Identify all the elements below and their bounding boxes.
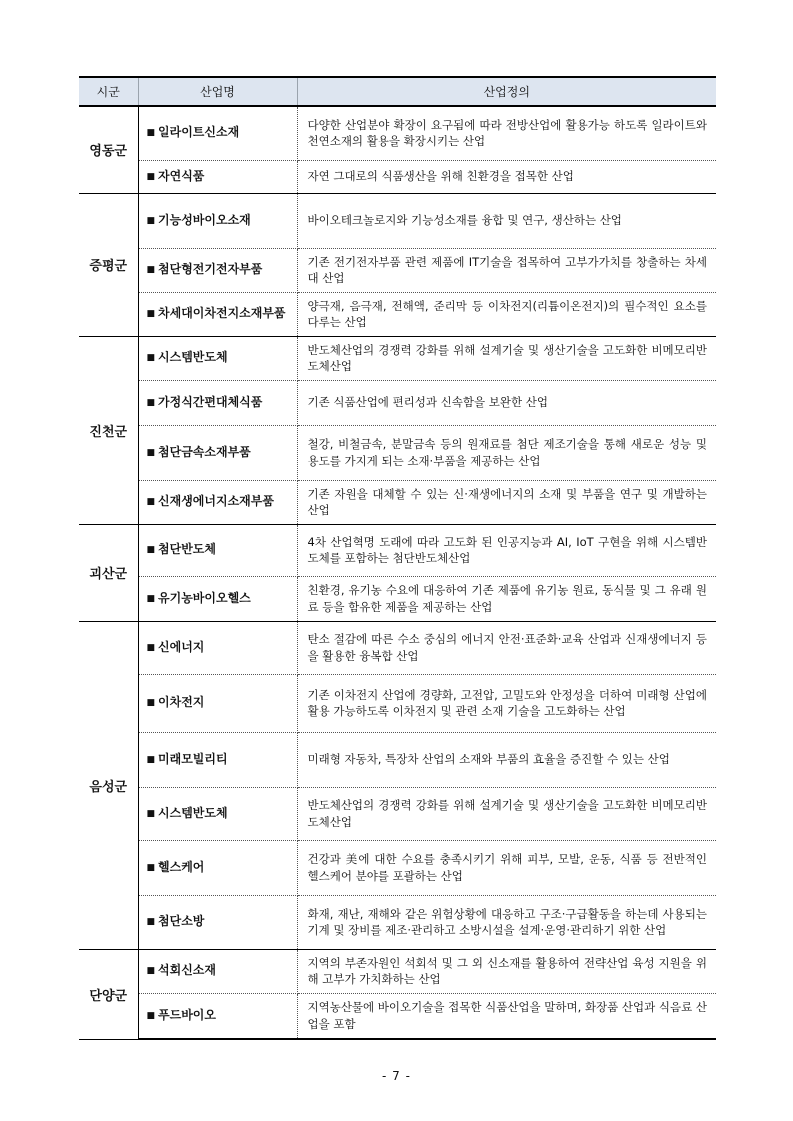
industry-definition: 탄소 절감에 따른 수소 중심의 에너지 안전·표준화·교육 산업과 신재생에너지 등을 활용한 융복합 산업 — [297, 621, 716, 674]
industry-definition: 4차 산업혁명 도래에 따라 고도화 된 인공지능과 AI, IoT 구현을 위해 시스템반도체를 포함하는 첨단반도체산업 — [297, 524, 716, 576]
bullet-icon: ■ — [146, 171, 156, 182]
table-row — [79, 380, 716, 425]
table-row — [79, 106, 716, 160]
industry-name: ■ 첨단소방 — [138, 895, 297, 949]
industry-definition: 바이오테크놀로지와 기능성소재를 융합 및 연구, 생산하는 산업 — [297, 193, 716, 248]
industry-definition: 다양한 산업분야 확장이 요구됨에 따라 전방산업에 활용가능 하도록 일라이트와 천연소재의 활용을 확장시키는 산업 — [297, 106, 716, 160]
industry-definition: 지역의 부존자원인 석회석 및 그 외 신소재를 활용하여 전략산업 육성 지원을 위해 고부가 가치화하는 산업 — [297, 949, 716, 993]
bullet-icon: ■ — [146, 397, 156, 408]
header-industry: 산업명 — [138, 77, 297, 106]
industry-name: ■ 일라이트신소재 — [138, 106, 297, 160]
bullet-icon: ■ — [146, 128, 156, 139]
industry-name: ■ 첨단금속소재부품 — [138, 425, 297, 480]
county-cell: 단양군 — [79, 949, 138, 1039]
industry-name: ■ 기능성바이오소재 — [138, 193, 297, 248]
table-row — [79, 895, 716, 949]
header-definition: 산업정의 — [297, 77, 716, 106]
county-cell: 음성군 — [79, 621, 138, 949]
industry-definition: 지역농산물에 바이오기술을 접목한 식품산업을 말하며, 화장품 산업과 식음료 산업을 포함 — [297, 993, 716, 1039]
table-row — [79, 732, 716, 787]
industry-definition: 친환경, 유기농 수요에 대응하여 기존 제품에 유기농 원료, 동식물 및 그 유래 원료 등을 함유한 제품을 제공하는 산업 — [297, 576, 716, 621]
table-row — [79, 425, 716, 480]
industry-name: ■ 첨단형전기전자부품 — [138, 248, 297, 292]
county-cell: 진천군 — [79, 336, 138, 524]
industry-name: ■ 시스템반도체 — [138, 787, 297, 840]
table-row — [79, 787, 716, 840]
industry-definition: 철강, 비철금속, 분말금속 등의 원재료를 첨단 제조기술을 통해 새로운 성능 및 용도를 가지게 되는 소재·부품을 제공하는 산업 — [297, 425, 716, 480]
table-row — [79, 336, 716, 380]
table-row — [79, 480, 716, 524]
table-row — [79, 993, 716, 1039]
page-number: - 7 - — [382, 1069, 411, 1083]
table-row — [79, 576, 716, 621]
bullet-icon: ■ — [146, 215, 156, 226]
bullet-icon: ■ — [146, 447, 156, 458]
industry-definition: 건강과 美에 대한 수요를 충족시키기 위해 피부, 모발, 운동, 식품 등 전반적인 헬스케어 분야를 포괄하는 산업 — [297, 840, 716, 895]
industry-name: ■ 시스템반도체 — [138, 336, 297, 380]
industry-name: ■ 미래모빌리티 — [138, 732, 297, 787]
bullet-icon: ■ — [146, 353, 156, 363]
industry-definition: 기존 식품산업에 편리성과 신속함을 보완한 산업 — [297, 380, 716, 425]
industry-definition-table — [79, 76, 716, 1040]
industry-name: ■ 푸드바이오 — [138, 993, 297, 1039]
county-cell: 증평군 — [79, 193, 138, 336]
industry-name: ■ 자연식품 — [138, 160, 297, 193]
industry-definition: 자연 그대로의 식품생산을 위해 친환경을 접목한 산업 — [297, 160, 716, 193]
bullet-icon: ■ — [146, 497, 156, 507]
bullet-icon: ■ — [146, 966, 156, 976]
industry-definition: 기존 전기전자부품 관련 제품에 IT기술을 접목하여 고부가가치를 창출하는 차세대 산업 — [297, 248, 716, 292]
county-cell: 영동군 — [79, 106, 138, 193]
industry-name: ■ 이차전지 — [138, 674, 297, 732]
bullet-icon: ■ — [146, 917, 156, 927]
table-row — [79, 840, 716, 895]
bullet-icon: ■ — [146, 593, 156, 604]
table-row — [79, 949, 716, 993]
industry-name: ■ 첨단반도체 — [138, 524, 297, 576]
bullet-icon: ■ — [146, 698, 156, 708]
bullet-icon: ■ — [146, 862, 156, 873]
bullet-icon: ■ — [146, 754, 156, 765]
bullet-icon: ■ — [146, 265, 156, 275]
header-county: 시군 — [79, 77, 138, 106]
county-cell: 괴산군 — [79, 524, 138, 621]
industry-name: ■ 신에너지 — [138, 621, 297, 674]
bullet-icon: ■ — [146, 545, 156, 555]
table-row — [79, 292, 716, 336]
industry-name: ■ 가정식간편대체식품 — [138, 380, 297, 425]
industry-name: ■ 헬스케어 — [138, 840, 297, 895]
industry-definition: 반도체산업의 경쟁력 강화를 위해 설계기술 및 생산기술을 고도화한 비메모리반도체산업 — [297, 787, 716, 840]
bullet-icon: ■ — [146, 808, 156, 819]
table-row — [79, 621, 716, 674]
industry-definition: 미래형 자동차, 특장차 산업의 소재와 부품의 효율을 증진할 수 있는 산업 — [297, 732, 716, 787]
bullet-icon: ■ — [146, 642, 156, 653]
industry-definition: 기존 이차전지 산업에 경량화, 고전압, 고밀도와 안정성을 더하여 미래형 산업에 활용 가능하도록 이차전지 및 관련 소재 기술을 고도화하는 산업 — [297, 674, 716, 732]
industry-definition: 양극재, 음극재, 전해액, 준리막 등 이차전지(리튬이온전지)의 필수적인 요소를 다루는 산업 — [297, 292, 716, 336]
table-row — [79, 524, 716, 576]
industry-definition: 화재, 재난, 재해와 같은 위험상황에 대응하고 구조·구급활동을 하는데 사용되는 기계 및 장비를 제조·관리하고 소방시설을 설계·운영·관리하기 위한 산업 — [297, 895, 716, 949]
industry-name: ■ 유기농바이오헬스 — [138, 576, 297, 621]
industry-name: ■ 신재생에너지소재부품 — [138, 480, 297, 524]
industry-definition: 기존 자원을 대체할 수 있는 신·재생에너지의 소재 및 부품을 연구 및 개발하는 산업 — [297, 480, 716, 524]
bullet-icon: ■ — [146, 1010, 156, 1021]
table-row — [79, 193, 716, 248]
industry-definition: 반도체산업의 경쟁력 강화를 위해 설계기술 및 생산기술을 고도화한 비메모리반도체산업 — [297, 336, 716, 380]
table-row — [79, 248, 716, 292]
table-row — [79, 160, 716, 193]
bullet-icon: ■ — [146, 309, 156, 319]
industry-name: ■ 석회신소재 — [138, 949, 297, 993]
table-header-row — [79, 77, 716, 106]
table-row — [79, 674, 716, 732]
industry-name: ■ 차세대이차전지소재부품 — [138, 292, 297, 336]
